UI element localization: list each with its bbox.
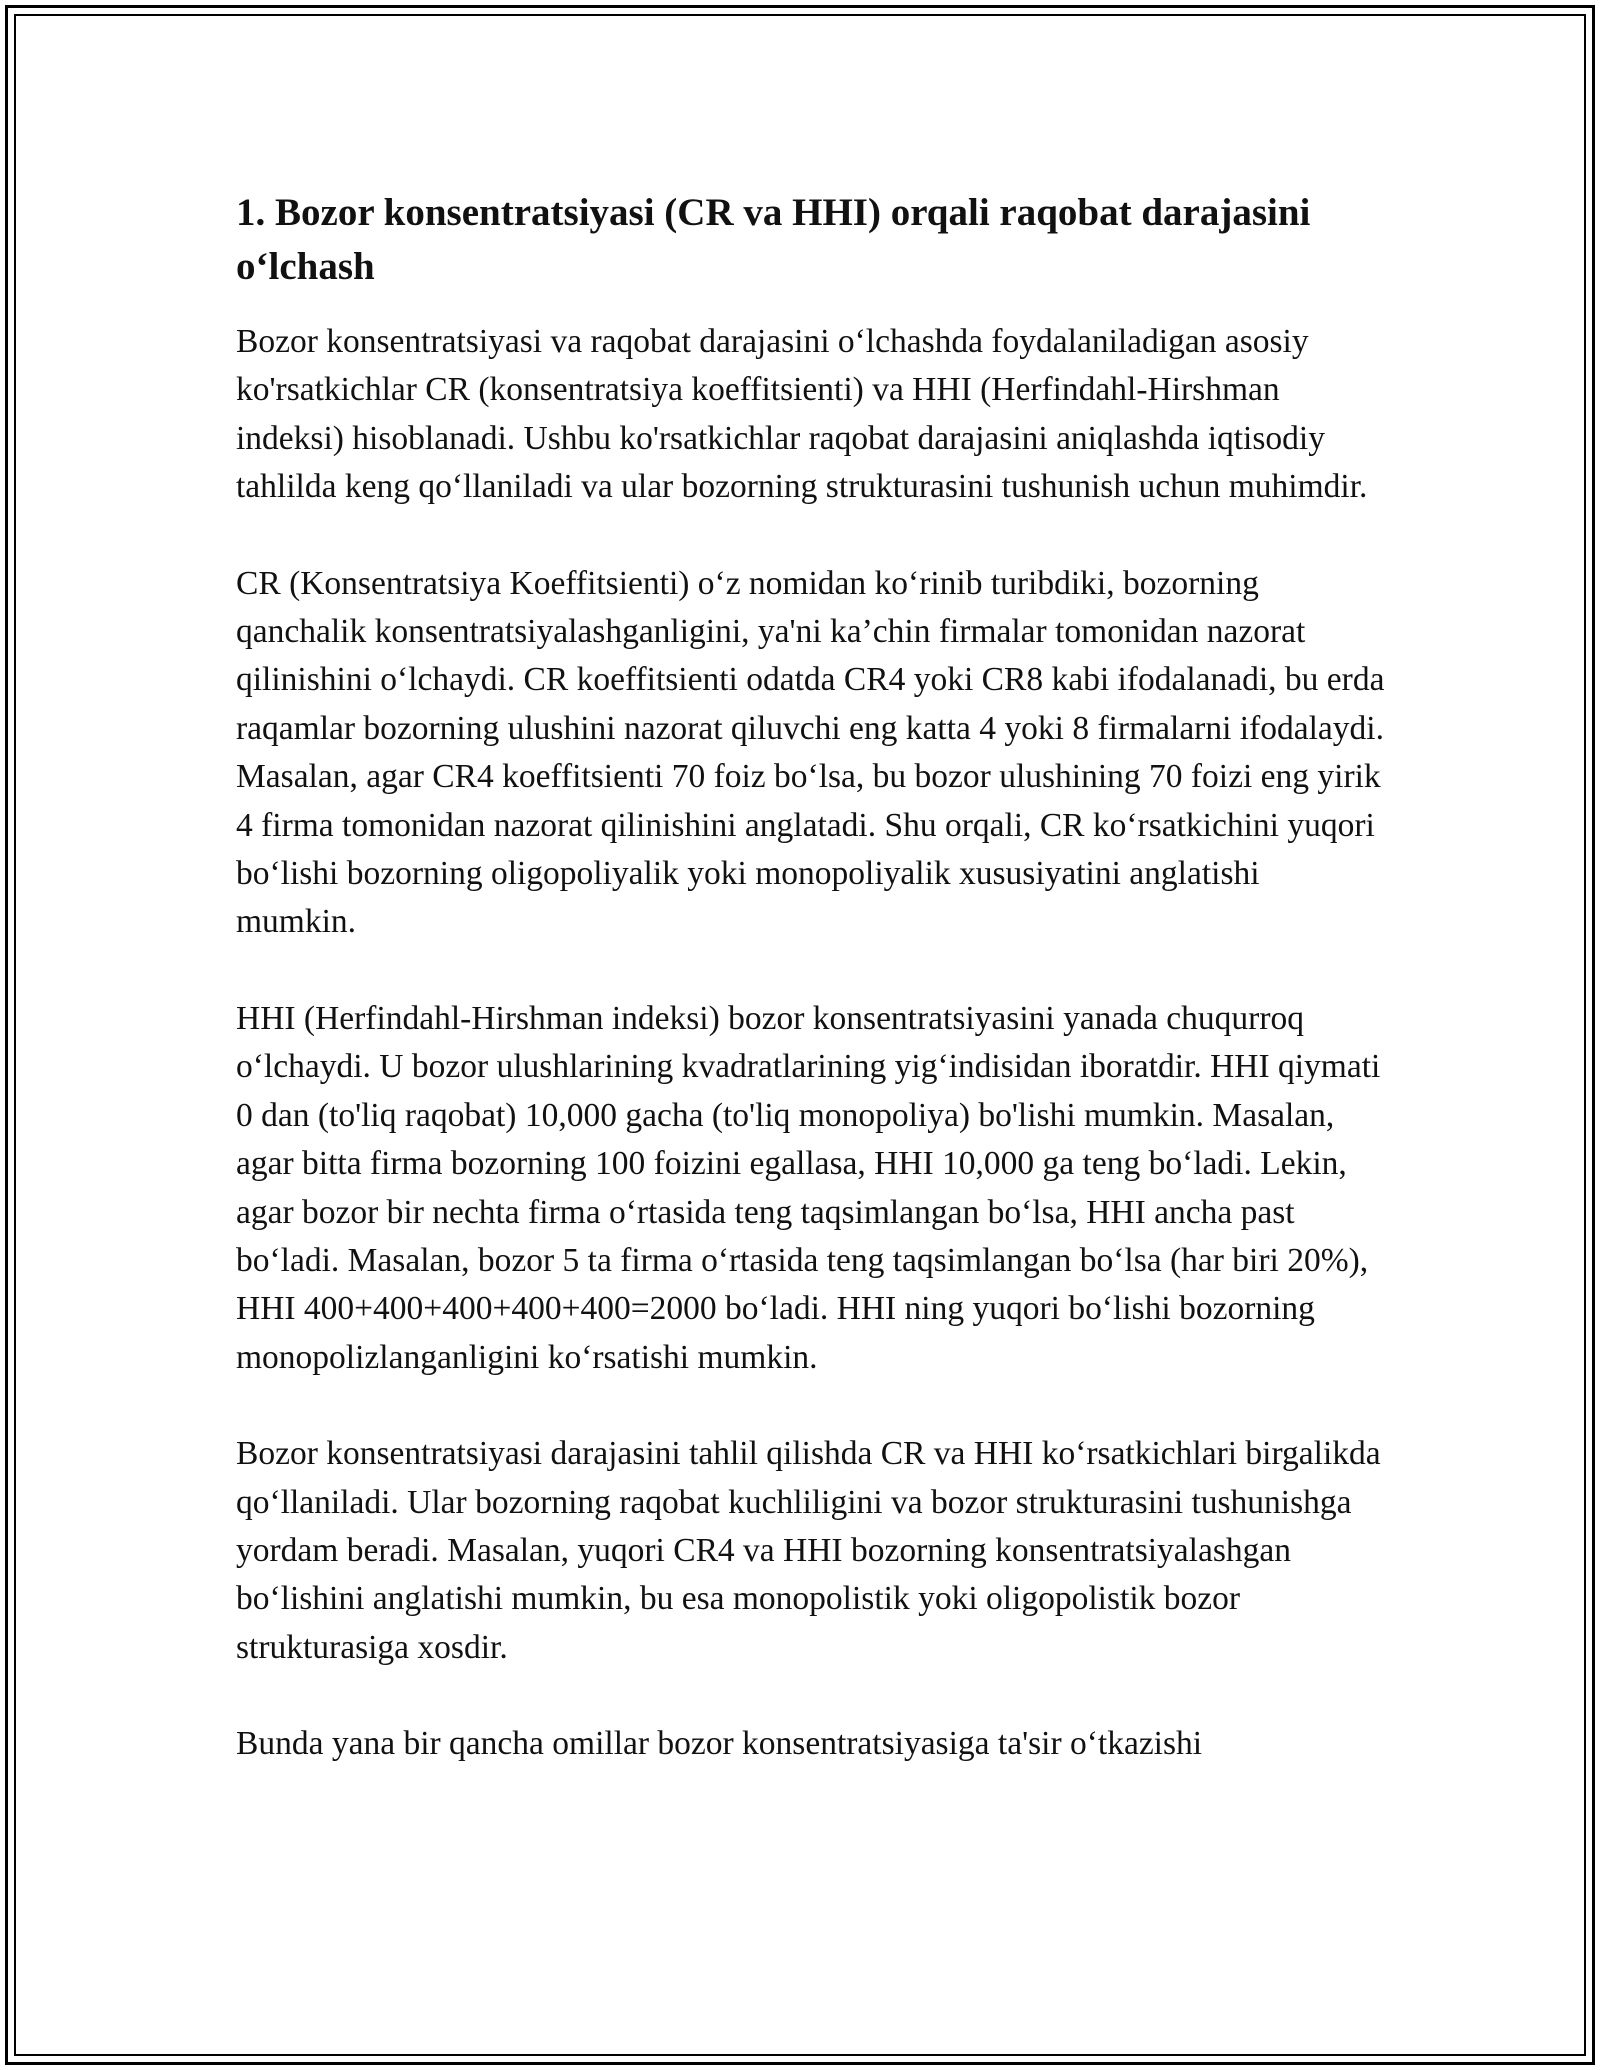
section-heading: 1. Bozor konsentratsiyasi (CR va HHI) orqali raqobat darajasini o‘lchash (236, 191, 1311, 288)
paragraph-combined: Bozor konsentratsiyasi darajasini tahlil qilishda CR va HHI ko‘rsatkichlari birgalikda qo‘llaniladi. Ular bozorning raqobat kuchliligini va bozor strukturasini tushunishga yordam beradi. Masalan, yuqori CR4 va HHI bozorning konsentratsiyalashgan bo‘lishini anglatishi mumkin, bu esa monopolistik yoki oligopolistik bozor strukturasiga xosdir. (236, 1435, 1381, 1666)
document-body (236, 186, 1386, 1817)
paragraph-factors: Bunda yana bir qancha omillar bozor konsentratsiyasiga ta'sir o‘tkazishi (236, 1725, 1203, 1763)
paragraph-intro: Bozor konsentratsiyasi va raqobat darajasini o‘lchashda foydalaniladigan asosiy ko'rsatkichlar CR (konsentratsiya koeffitsienti) va HHI (Herfindahl-Hirshman indeksi) hisoblanadi. Ushbu ko'rsatkichlar raqobat darajasini aniqlashda iqtisodiy tahlilda keng qo‘llaniladi va ular bozorning strukturasini tushunish uchun muhimdir. (236, 323, 1368, 506)
paragraph-hhi: HHI (Herfindahl-Hirshman indeksi) bozor konsentratsiyasini yanada chuqurroq o‘lchaydi. U bozor ulushlarining kvadratlarining yig‘indisidan iboratdir. HHI qiymati 0 dan (to'liq raqobat) 10,000 gacha (to'liq monopoliya) bo'lishi mumkin. Masalan, agar bitta firma bozorning 100 foizini egallasa, HHI 10,000 ga teng bo‘ladi. Lekin, agar bozor bir nechta firma o‘rtasida teng taqsimlangan bo‘lsa, HHI ancha past bo‘ladi. Masalan, bozor 5 ta firma o‘rtasida teng taqsimlangan bo‘lsa (har biri 20%), HHI 400+400+400+400+400=2000 bo‘ladi. HHI ning yuqori bo‘lishi bozorning monopolizlanganligini ko‘rsatishi mumkin. (236, 999, 1381, 1376)
paragraph-cr: CR (Konsentratsiya Koeffitsienti) o‘z nomidan ko‘rinib turibdiki, bozorning qanchalik konsentratsiyalashganligini, ya'ni ka’chin firmalar tomonidan nazorat qilinishini o‘lchaydi. CR koeffitsienti odatda CR4 yoki CR8 kabi ifodalanadi, bu erda raqamlar bozorning ulushini nazorat qiluvchi eng katta 4 yoki 8 firmalarni ifodalaydi. Masalan, agar CR4 koeffitsienti 70 foiz bo‘lsa, bu bozor ulushining 70 foizi eng yirik 4 firma tomonidan nazorat qilinishini anglatadi. Shu orqali, CR ko‘rsatkichini yuqori bo‘lishi bozorning oligopoliyalik yoki monopoliyalik xususiyatini anglatishi mumkin. (236, 564, 1385, 941)
